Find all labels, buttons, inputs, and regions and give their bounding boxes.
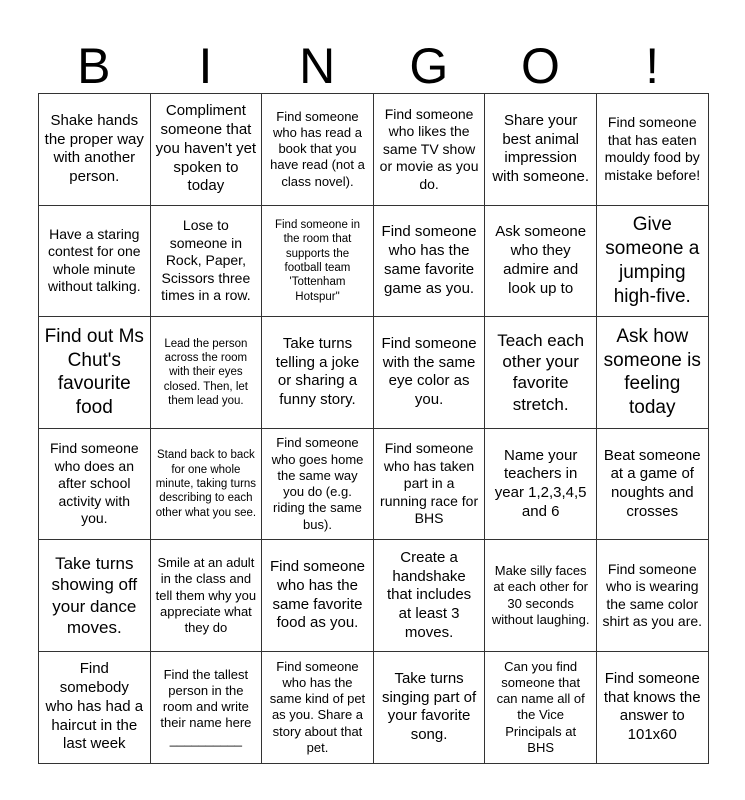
bingo-title: [38, 38, 708, 94]
bingo-cell[interactable]: Shake hands the proper way with another person.: [39, 94, 151, 206]
bingo-cell[interactable]: Find someone who is wearing the same color shirt as you are.: [596, 540, 708, 652]
bingo-cell[interactable]: Ask someone who they admire and look up to: [485, 205, 597, 317]
title-letter-exclamation: !: [645, 38, 660, 94]
bingo-cell[interactable]: Find someone that has eaten mouldy food by mistake before!: [596, 94, 708, 206]
board-row: [39, 94, 709, 206]
title-letter-o: O: [521, 38, 560, 94]
bingo-cell[interactable]: Name your teachers in year 1,2,3,4,5 and 6: [485, 428, 597, 540]
bingo-cell[interactable]: Stand back to back for one whole minute, taking turns describing to each other what you see.: [150, 428, 262, 540]
bingo-cell[interactable]: Find someone with the same eye color as you.: [373, 317, 485, 429]
bingo-cell[interactable]: Beat someone at a game of noughts and crosses: [596, 428, 708, 540]
title-letter-n: N: [299, 38, 336, 94]
bingo-cell[interactable]: Find someone in the room that supports the football team 'Tottenham Hotspur": [262, 205, 374, 317]
bingo-cell[interactable]: Make silly faces at each other for 30 seconds without laughing.: [485, 540, 597, 652]
title-letter-b: B: [77, 38, 111, 94]
bingo-cell[interactable]: Find someone who has taken part in a running race for BHS: [373, 428, 485, 540]
bingo-cell[interactable]: Find somebody who has had a haircut in the last week: [39, 651, 151, 763]
bingo-cell[interactable]: Can you find someone that can name all of the Vice Principals at BHS: [485, 651, 597, 763]
bingo-cell[interactable]: Find the tallest person in the room and write their name here __________: [150, 651, 262, 763]
bingo-cell[interactable]: Ask how someone is feeling today: [596, 317, 708, 429]
bingo-cell[interactable]: Create a handshake that includes at least 3 moves.: [373, 540, 485, 652]
bingo-cell[interactable]: Give someone a jumping high-five.: [596, 205, 708, 317]
bingo-cell[interactable]: Find someone who has the same kind of pet as you. Share a story about that pet.: [262, 651, 374, 763]
bingo-cell[interactable]: Have a staring contest for one whole minute without talking.: [39, 205, 151, 317]
bingo-cell[interactable]: Lose to someone in Rock, Paper, Scissors three times in a row.: [150, 205, 262, 317]
bingo-cell[interactable]: Take turns telling a joke or sharing a funny story.: [262, 317, 374, 429]
bingo-cell[interactable]: Find someone who has the same favorite game as you.: [373, 205, 485, 317]
bingo-cell[interactable]: Find someone who goes home the same way you do (e.g. riding the same bus).: [262, 428, 374, 540]
bingo-cell[interactable]: Find someone who likes the same TV show or movie as you do.: [373, 94, 485, 206]
bingo-cell[interactable]: Lead the person across the room with their eyes closed. Then, let them lead you.: [150, 317, 262, 429]
bingo-cell[interactable]: Take turns singing part of your favorite song.: [373, 651, 485, 763]
bingo-cell[interactable]: Find someone who does an after school activity with you.: [39, 428, 151, 540]
bingo-board: [38, 93, 709, 764]
bingo-cell[interactable]: Share your best animal impression with someone.: [485, 94, 597, 206]
bingo-cell[interactable]: Take turns showing off your dance moves.: [39, 540, 151, 652]
bingo-cell[interactable]: Find someone that knows the answer to 101x60: [596, 651, 708, 763]
board-row: [39, 428, 709, 540]
bingo-cell[interactable]: Compliment someone that you haven't yet spoken to today: [150, 94, 262, 206]
bingo-cell[interactable]: Teach each other your favorite stretch.: [485, 317, 597, 429]
board-row: [39, 317, 709, 429]
bingo-cell[interactable]: Find someone who has read a book that you have read (not a class novel).: [262, 94, 374, 206]
bingo-cell[interactable]: Smile at an adult in the class and tell them why you appreciate what they do: [150, 540, 262, 652]
bingo-cell[interactable]: Find someone who has the same favorite food as you.: [262, 540, 374, 652]
board-row: [39, 540, 709, 652]
bingo-cell[interactable]: Find out Ms Chut's favourite food: [39, 317, 151, 429]
board-row: [39, 651, 709, 763]
title-letter-i: I: [198, 38, 213, 94]
title-letter-g: G: [409, 38, 449, 94]
board-row: [39, 205, 709, 317]
